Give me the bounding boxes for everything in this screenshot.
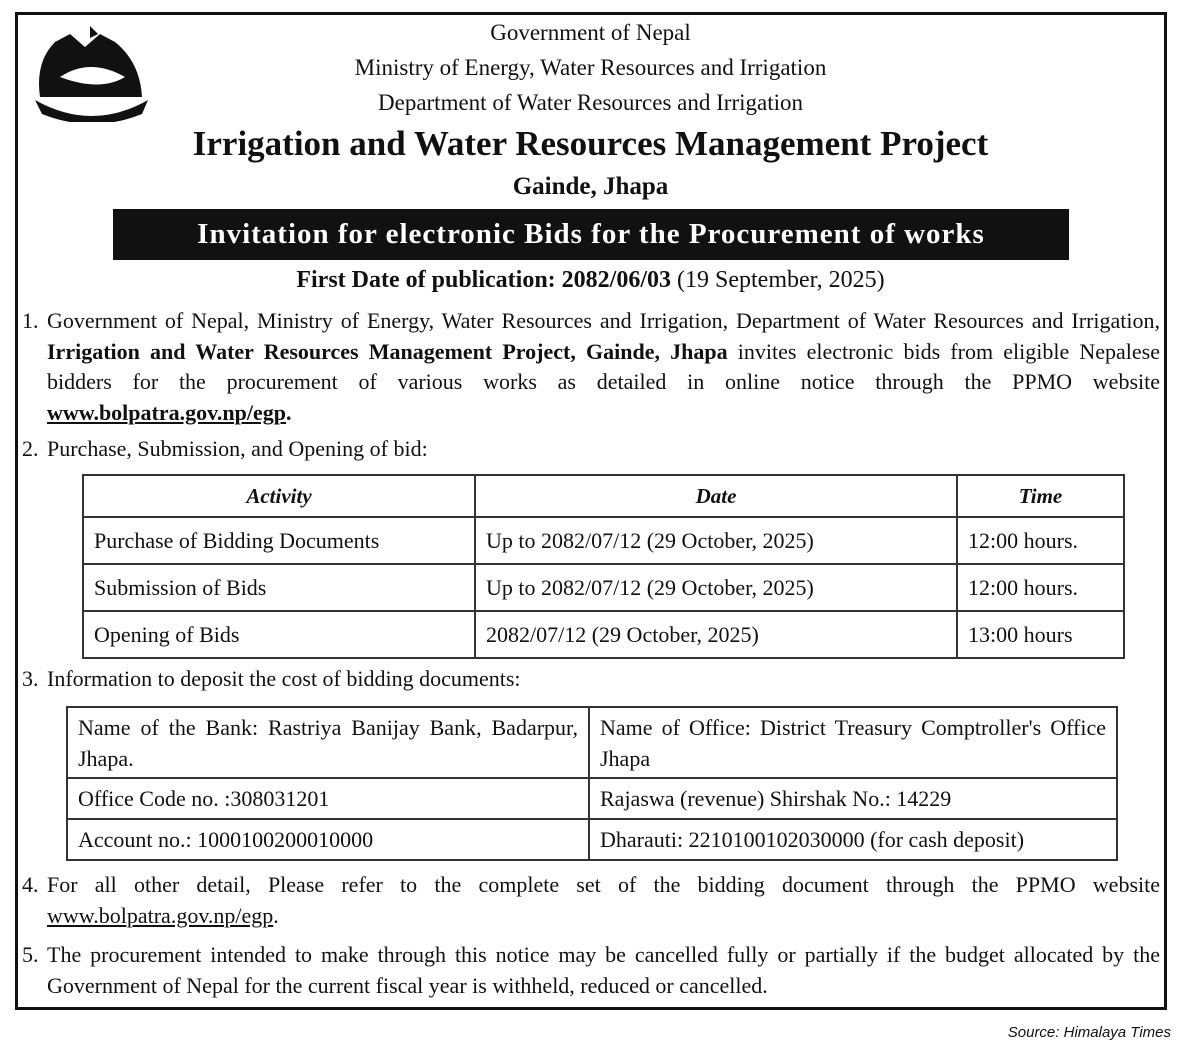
item-3 [22, 664, 1160, 695]
table-row [67, 778, 1117, 819]
item-number: 5. [22, 942, 39, 967]
cell: Up to 2082/07/12 (29 October, 2025) [475, 564, 957, 611]
item-number: 2. [22, 436, 39, 461]
cell: 12:00 hours. [957, 564, 1124, 611]
cell: Dharauti: 2210100102030000 (for cash deposit) [589, 819, 1117, 860]
publication-date-english: (19 September, 2025) [677, 267, 885, 293]
cell: Submission of Bids [83, 564, 475, 611]
project-title: Irrigation and Water Resources Management Project [192, 124, 989, 163]
item-text: The procurement intended to make through this notice may be cancelled fully or partially if the budget allocated by the Government of Nepal for the current fiscal year is withheld, reduced or cancelled. [47, 942, 1160, 998]
cell: Opening of Bids [83, 611, 475, 658]
item-4 [22, 870, 1160, 931]
cell: 2082/07/12 (29 October, 2025) [475, 611, 957, 658]
govt-line: Government of Nepal [490, 20, 691, 45]
publication-date [0, 267, 1181, 294]
item-text: For all other detail, Please refer to the complete set of the bidding document through the PPMO website [47, 872, 1160, 897]
item-text: invites electronic bids from eligible Nepalese bidders for the procurement of various works as detailed in online notice through the PPMO website [47, 338, 1161, 394]
ppmo-link[interactable]: www.bolpatra.gov.np/egp [47, 902, 274, 928]
notice-banner: Invitation for electronic Bids for the Procurement of works [113, 209, 1069, 260]
table-row [67, 819, 1117, 860]
source-credit: Source: Himalaya Times [1007, 1024, 1171, 1041]
period: . [273, 902, 279, 928]
item-1 [22, 306, 1160, 428]
publication-date-label: First Date of publication: 2082/06/03 [296, 267, 671, 293]
cell: Name of the Bank: Rastriya Banijay Bank, Badarpur, Jhapa. [67, 707, 589, 778]
table-row [83, 611, 1124, 658]
table-row [83, 517, 1124, 564]
item-2 [22, 434, 1160, 465]
item-text: Government of Nepal, Ministry of Energy, Water Resources and Irrigation, Department of Water Resources and Irrigation, [47, 308, 1160, 333]
department-line: Department of Water Resources and Irrigation [378, 90, 803, 115]
cell: Account no.: 1000100200010000 [67, 819, 589, 860]
header-activity: Activity [83, 475, 475, 517]
item-text: Purchase, Submission, and Opening of bid: [47, 436, 428, 461]
cell: Name of Office: District Treasury Comptroller's Office Jhapa [589, 707, 1117, 778]
item-number: 3. [22, 666, 39, 691]
ppmo-link[interactable]: www.bolpatra.gov.np/egp [47, 399, 286, 425]
cell: Rajaswa (revenue) Shirshak No.: 14229 [589, 778, 1117, 819]
header-time: Time [957, 475, 1124, 517]
cell: 12:00 hours. [957, 517, 1124, 564]
cell: 13:00 hours [957, 611, 1124, 658]
cell: Office Code no. :308031201 [67, 778, 589, 819]
item-text: Information to deposit the cost of bidding documents: [47, 666, 521, 691]
cell: Up to 2082/07/12 (29 October, 2025) [475, 517, 957, 564]
project-name-bold: Irrigation and Water Resources Management Project, Gainde, Jhapa [47, 338, 728, 364]
header-date: Date [475, 475, 957, 517]
item-number: 1. [22, 308, 39, 333]
table-header-row [83, 475, 1124, 517]
project-location: Gainde, Jhapa [512, 173, 669, 200]
bank-info-table [66, 706, 1118, 861]
schedule-table [82, 474, 1125, 659]
ministry-line: Ministry of Energy, Water Resources and Irrigation [354, 55, 827, 80]
item-5 [22, 940, 1160, 1001]
cell: Purchase of Bidding Documents [83, 517, 475, 564]
table-row [83, 564, 1124, 611]
item-number: 4. [22, 872, 39, 897]
table-row [67, 707, 1117, 778]
period: . [286, 399, 292, 425]
